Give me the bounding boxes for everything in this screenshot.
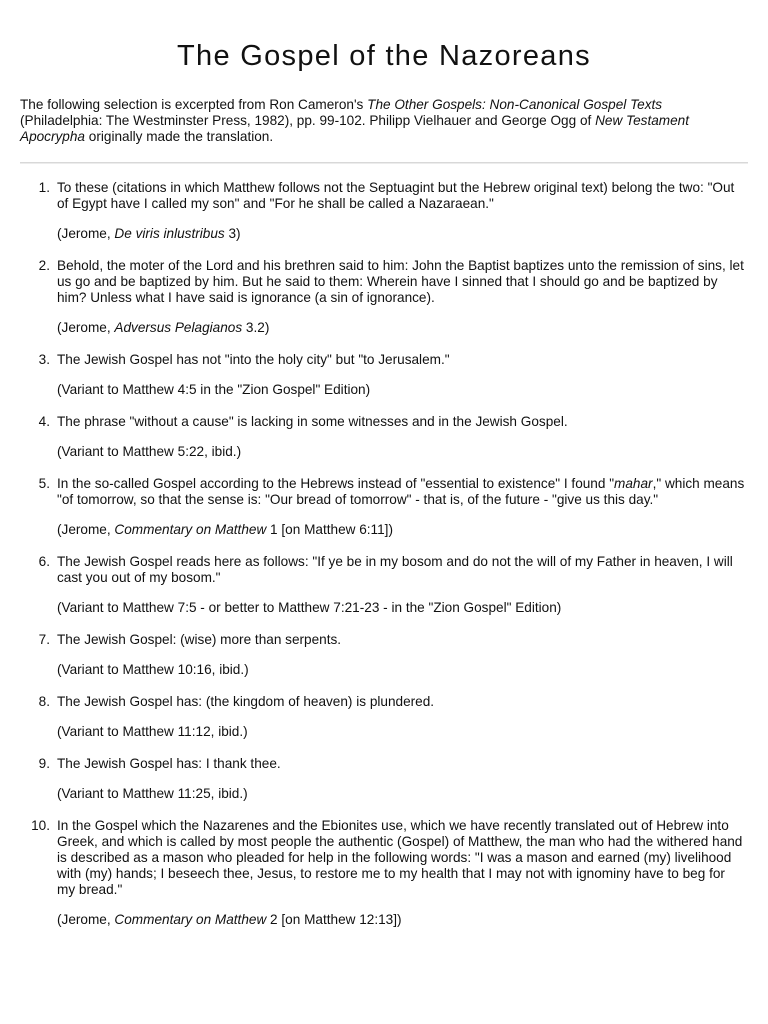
item-text-part: In the so-called Gospel according to the Hebrews instead of "essential to existence" I found " (57, 476, 615, 491)
horizontal-divider (20, 162, 748, 164)
list-item (0, 414, 746, 460)
source-text: (Variant to Matthew 5:22, ibid.) (57, 444, 242, 459)
item-text (57, 476, 746, 508)
list-item (0, 352, 746, 398)
item-source (57, 382, 746, 398)
item-number: 1. (38, 180, 50, 195)
item-number: 2. (38, 258, 50, 273)
intro-book-title: The Other Gospels: Non-Canonical Gospel Texts (367, 97, 663, 112)
item-text-part: ," which means "of tomorrow, so that the sense is: "Our bread of tomorrow" - that is, of the future - "give us this day." (57, 476, 745, 507)
list-item (0, 554, 746, 616)
item-number: 4. (38, 414, 50, 429)
source-title: De viris inlustribus (114, 226, 225, 241)
list-item (0, 476, 746, 538)
source-title: Commentary on Matthew (114, 912, 267, 927)
item-text: The Jewish Gospel has: I thank thee. (57, 756, 281, 771)
item-source (57, 522, 746, 538)
item-number: 3. (38, 352, 50, 367)
item-text: The Jewish Gospel reads here as follows: "If ye be in my bosom and do not the will of my Father in heaven, I will cast you out of my bosom." (57, 554, 733, 585)
source-text: (Jerome, (57, 912, 115, 927)
item-text: The Jewish Gospel has: (the kingdom of heaven) is plundered. (57, 694, 435, 709)
list-item (0, 632, 746, 678)
item-number: 7. (38, 632, 50, 647)
item-text: In the Gospel which the Nazarenes and the Ebionites use, which we have recently translated out of Hebrew into Greek, and which is called by most people the authentic (Gospel) of Matthew, the man who had the withered hand is described as a mason who pleaded for help in the following words: "I was a mason and earned (my) livelihood with (my) hands; I beseech thee, Jesus, to restore me to my health that I may not with ignominy have to beg for my bread." (57, 818, 743, 897)
intro-paragraph (20, 97, 748, 145)
item-text: Behold, the moter of the Lord and his brethren said to him: John the Baptist baptizes unto the remission of sins, let us go and be baptized by him. But he said to them: Wherein have I sinned that I should go and be baptized by him? Unless what I have said is ignorance (a sin of ignorance). (57, 258, 744, 305)
item-source (57, 786, 746, 802)
item-number: 10. (31, 818, 50, 833)
source-text: (Jerome, (57, 226, 115, 241)
item-text: The Jewish Gospel has not "into the holy city" but "to Jerusalem." (57, 352, 450, 367)
item-text: The Jewish Gospel: (wise) more than serpents. (57, 632, 342, 647)
citations-list (0, 180, 746, 944)
item-source (57, 662, 746, 678)
source-text: 3.2) (242, 320, 270, 335)
source-text: (Variant to Matthew 7:5 - or better to Matthew 7:21-23 - in the "Zion Gospel" Edition) (57, 600, 562, 615)
item-number: 6. (38, 554, 50, 569)
list-item (0, 756, 746, 802)
source-text: (Variant to Matthew 4:5 in the "Zion Gospel" Edition) (57, 382, 371, 397)
source-text: (Variant to Matthew 11:12, ibid.) (57, 724, 248, 739)
source-text: 1 [on Matthew 6:11]) (266, 522, 393, 537)
source-title: Commentary on Matthew (114, 522, 267, 537)
source-text: (Variant to Matthew 11:25, ibid.) (57, 786, 248, 801)
intro-source-title: New Testament Apocrypha (20, 113, 690, 144)
item-source (57, 912, 746, 928)
list-item (0, 694, 746, 740)
item-text: The phrase "without a cause" is lacking in some witnesses and in the Jewish Gospel. (57, 414, 568, 429)
item-number: 5. (38, 476, 50, 491)
intro-text: The following selection is excerpted from Ron Cameron's (20, 97, 368, 112)
source-text: 2 [on Matthew 12:13]) (266, 912, 402, 927)
list-item (0, 180, 746, 242)
source-text: (Jerome, (57, 522, 115, 537)
item-source (57, 724, 746, 740)
list-item (0, 258, 746, 336)
item-text-italic: mahar (614, 476, 653, 491)
item-source (57, 444, 746, 460)
item-source (57, 600, 746, 616)
item-source (57, 320, 746, 336)
intro-text: (Philadelphia: The Westminster Press, 1982), pp. 99-102. Philipp Vielhauer and George Ogg of (20, 113, 596, 128)
source-title: Adversus Pelagianos (114, 320, 243, 335)
item-text: To these (citations in which Matthew follows not the Septuagint but the Hebrew original text) belong the two: "Out of Egypt have I called my son" and "For he shall be called a Nazaraean." (57, 180, 735, 211)
source-text: 3) (224, 226, 241, 241)
source-text: (Jerome, (57, 320, 115, 335)
item-source (57, 226, 746, 242)
intro-text: originally made the translation. (85, 129, 274, 144)
list-item (0, 818, 746, 928)
item-number: 9. (38, 756, 50, 771)
source-text: (Variant to Matthew 10:16, ibid.) (57, 662, 249, 677)
item-number: 8. (38, 694, 50, 709)
page-title: The Gospel of the Nazoreans (177, 40, 591, 72)
